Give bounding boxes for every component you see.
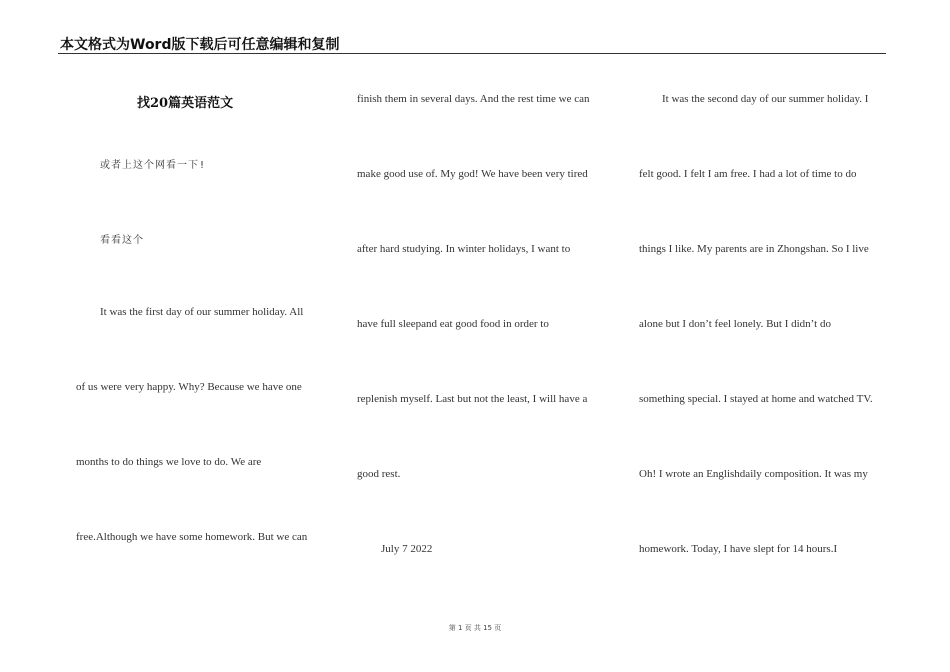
column3-line: felt good. I felt I am free. I had a lot of time to do [639, 168, 857, 180]
column1-line: of us were very happy. Why? Because we have one [76, 381, 302, 393]
header-divider [58, 53, 886, 54]
document-title: 找20篇英语范文 [137, 96, 234, 111]
column2-line: have full sleepand eat good food in order to [357, 318, 549, 330]
column1-line: 看看这个 [100, 235, 144, 246]
column1-line: free.Although we have some homework. But we can [76, 531, 308, 543]
download-header: 本文格式为Word版下载后可任意编辑和复制 [60, 37, 340, 53]
column1-line: It was the first day of our summer holiday. All [100, 306, 304, 318]
column3-line: It was the second day of our summer holiday. I [662, 93, 869, 105]
column2-line: good rest. [357, 468, 401, 480]
column3-line: alone but I don’t feel lonely. But I didn’t do [639, 318, 831, 330]
column1-line: months to do things we love to do. We are [76, 456, 262, 468]
column3-line: something special. I stayed at home and watched TV. [639, 393, 873, 405]
column2-line: after hard studying. In winter holidays, I want to [357, 243, 571, 255]
page-number-footer: 第 1 页 共 15 页 [448, 624, 502, 632]
column3-line: things I like. My parents are in Zhongshan. So I live [639, 243, 869, 255]
column2-line: replenish myself. Last but not the least, I will have a [357, 393, 588, 405]
column3-line: Oh! I wrote an Englishdaily composition. It was my [639, 468, 868, 480]
column2-line: finish them in several days. And the rest time we can [357, 93, 590, 105]
date-line: July 7 2022 [381, 543, 433, 555]
column3-line: homework. Today, I have slept for 14 hours.I [639, 543, 838, 555]
column2-line: make good use of. My god! We have been very tired [357, 168, 588, 180]
column1-line: 或者上这个网看一下! [100, 160, 207, 171]
